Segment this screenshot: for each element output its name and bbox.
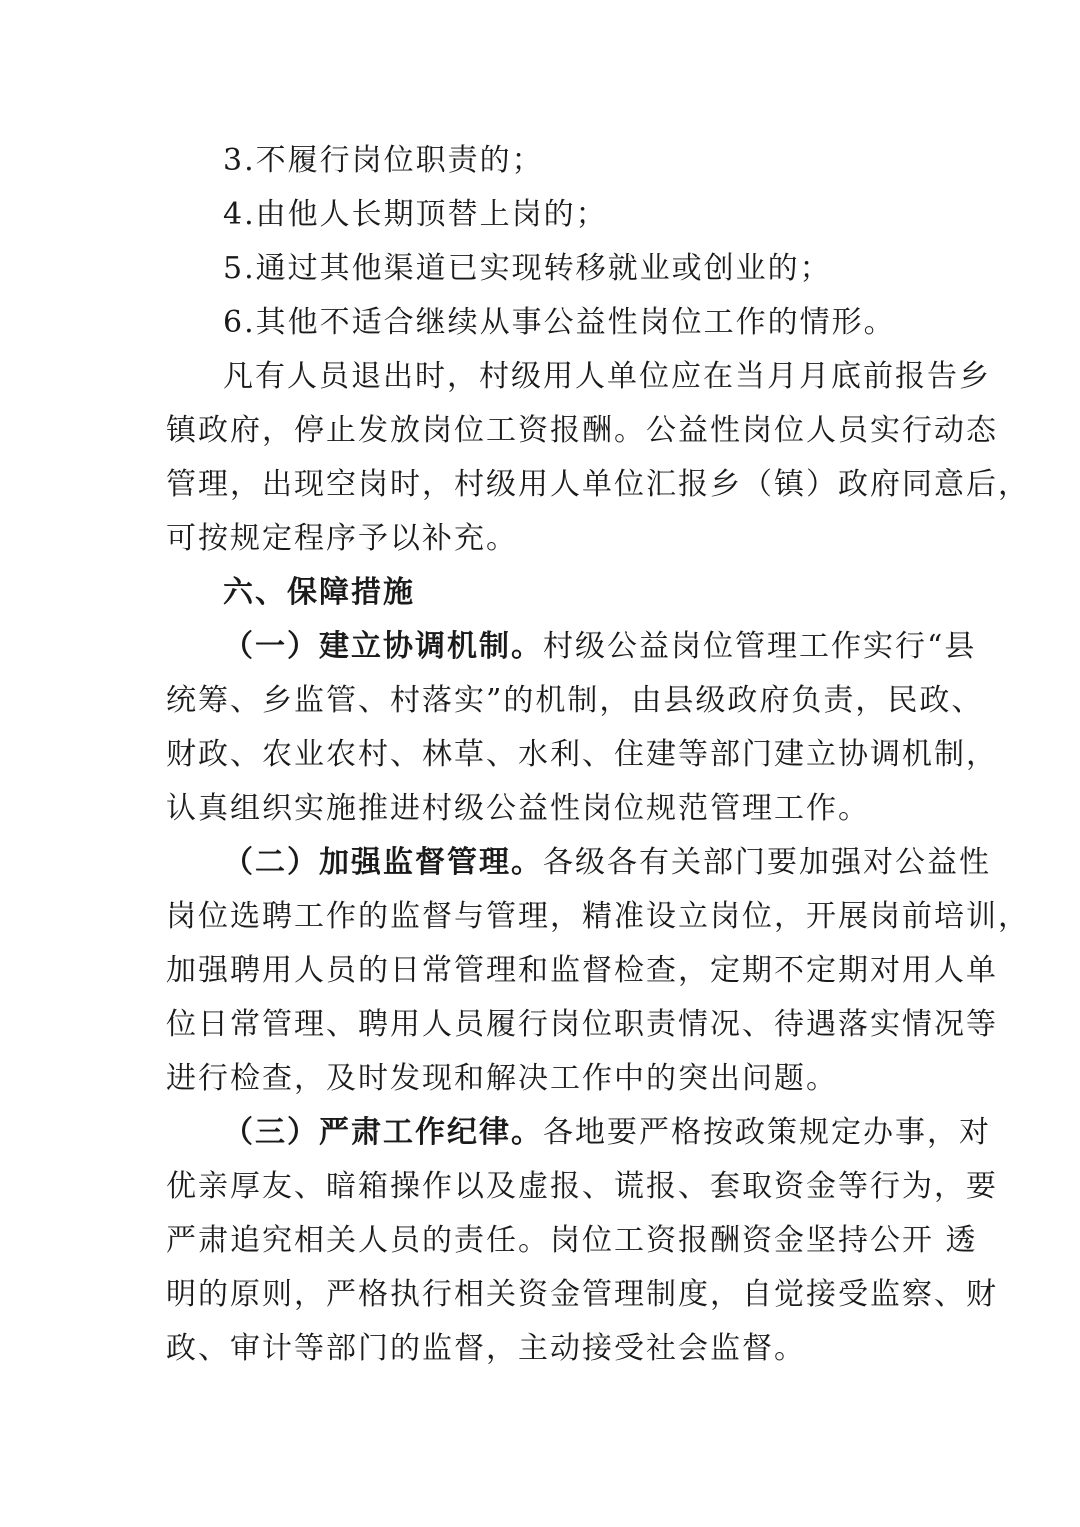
measure-first-line xyxy=(166,620,977,674)
paragraph-line: 位日常管理、聘用人员履行岗位职责情况、待遇落实情况等 xyxy=(166,1007,998,1042)
measure-title: （一）建立协调机制。 xyxy=(223,629,543,664)
measure-text: 各级各有关部门要加强对公益性 xyxy=(543,845,991,880)
section-heading: 六、保障措施 xyxy=(223,575,415,610)
paragraph-line: 政、审计等部门的监督，主动接受社会监督。 xyxy=(166,1331,806,1366)
paragraph-line: 进行检查，及时发现和解决工作中的突出问题。 xyxy=(166,1061,838,1096)
list-item: 3.不履行岗位职责的； xyxy=(223,143,544,178)
paragraph-line: 加强聘用人员的日常管理和监督检查，定期不定期对用人单 xyxy=(166,953,998,988)
paragraph-line: 镇政府，停止发放岗位工资报酬。公益性岗位人员实行动态 xyxy=(166,413,998,448)
paragraph-line: 优亲厚友、暗箱操作以及虚报、谎报、套取资金等行为，要 xyxy=(166,1169,998,1204)
measure-text: 各地要严格按政策规定办事，对 xyxy=(543,1115,991,1150)
paragraph-line: 严肃追究相关人员的责任。岗位工资报酬资金坚持公开 透 xyxy=(166,1223,978,1258)
list-item: 6.其他不适合继续从事公益性岗位工作的情形。 xyxy=(223,305,896,340)
paragraph-line: 凡有人员退出时，村级用人单位应在当月月底前报告乡 xyxy=(223,359,991,394)
paragraph-line: 可按规定程序予以补充。 xyxy=(166,521,518,556)
measure-first-line xyxy=(166,1106,991,1160)
measure-title: （三）严肃工作纪律。 xyxy=(223,1115,543,1150)
measure-text: 村级公益岗位管理工作实行“县 xyxy=(543,629,977,664)
measure-title: （二）加强监督管理。 xyxy=(223,845,543,880)
paragraph-line: 认真组织实施推进村级公益性岗位规范管理工作。 xyxy=(166,791,870,826)
list-item: 5.通过其他渠道已实现转移就业或创业的； xyxy=(223,251,832,286)
paragraph-line: 岗位选聘工作的监督与管理，精准设立岗位，开展岗前培训， xyxy=(166,899,1030,934)
paragraph-line: 统筹、乡监管、村落实”的机制，由县级政府负责，民政、 xyxy=(166,683,984,718)
list-item: 4.由他人长期顶替上岗的； xyxy=(223,197,608,232)
paragraph-line: 财政、农业农村、林草、水利、住建等部门建立协调机制， xyxy=(166,737,998,772)
measure-first-line xyxy=(166,836,991,890)
paragraph-line: 明的原则，严格执行相关资金管理制度，自觉接受监察、财 xyxy=(166,1277,998,1312)
document-body xyxy=(166,134,1030,1376)
paragraph-line: 管理，出现空岗时，村级用人单位汇报乡（镇）政府同意后， xyxy=(166,467,1030,502)
